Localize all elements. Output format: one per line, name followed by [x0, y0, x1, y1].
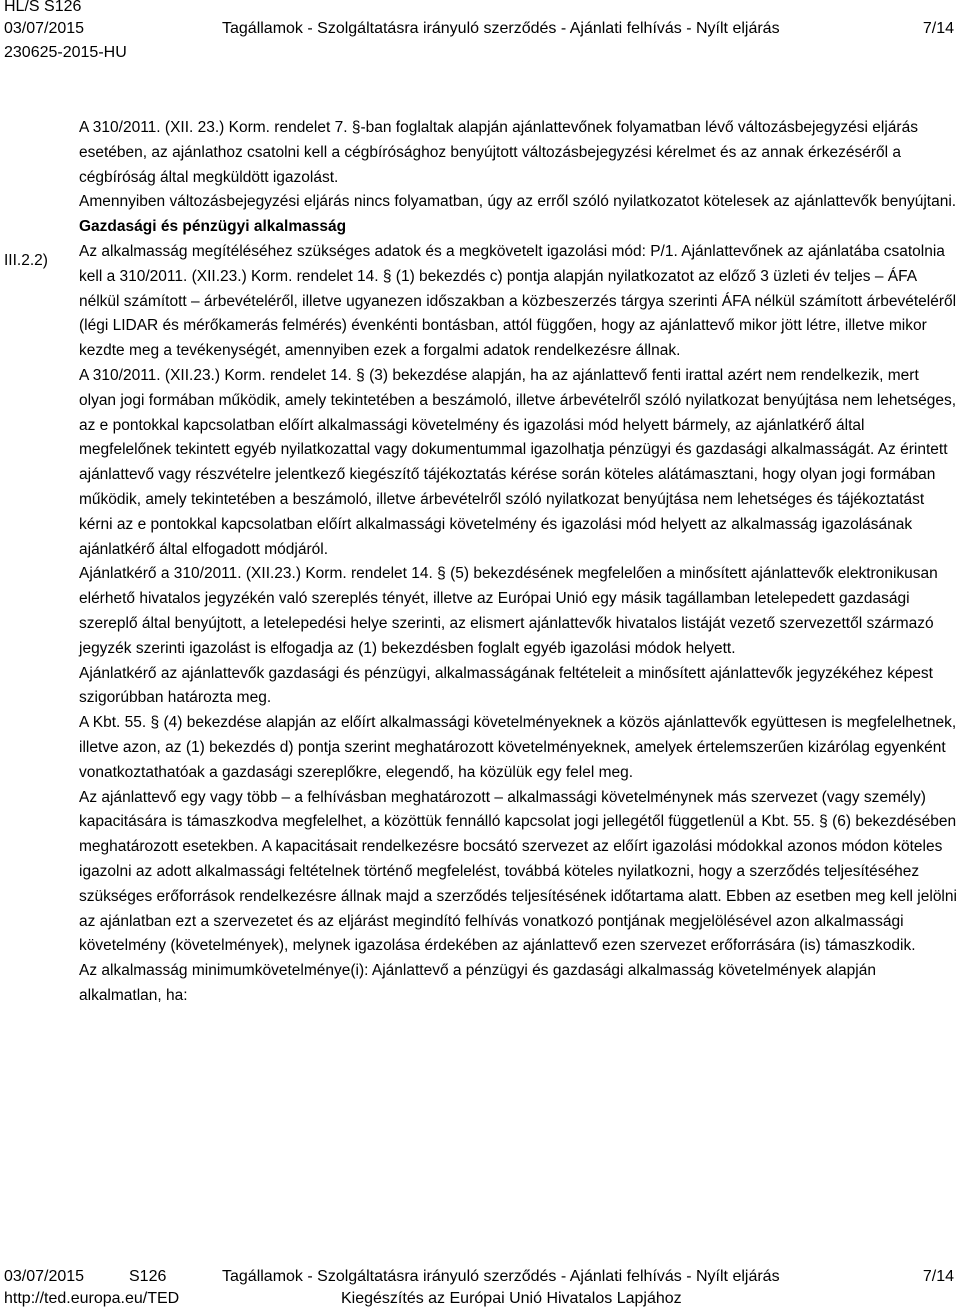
header-page-number: 7/14 [922, 20, 954, 37]
intro-paragraph: A 310/2011. (XII. 23.) Korm. rendelet 7. §-ban foglaltak alapján ajánlattevőnek folyamatban lévő változásbejegyzési eljárás esetében, az ajánlathoz csatolni kell a cégbírósághoz benyújtott változásbejegyzési kérelmet és az annak érkezéséről a cégbíróság által megküldött igazolást. [79, 119, 918, 186]
page-header [0, 0, 960, 72]
section-title: Gazdasági és pénzügyi alkalmasság [79, 218, 347, 236]
footer-date: 03/07/2015 [4, 1268, 85, 1285]
doc-id: HL/S S126 [4, 0, 82, 15]
body-paragraph: Ajánlatkérő az ajánlattevők gazdasági és pénzügyi, alkalmasságának feltételeit a minősített ajánlattevők jegyzékéhez képest szigorúbban határozta meg. [79, 664, 933, 707]
body-paragraph: Ajánlatkérő a 310/2011. (XII.23.) Korm. rendelet 14. § (5) bekezdésének megfelelően a minősített ajánlattevők elektronikusan elérhető hivatalos jegyzékén való szereplés tényét, illetve az Európai Unió egy másik tagállamban letelepedett gazdasági szereplő által benyújtott, a letelepedési helye szerinti, az elismert ajánlattevők hivatalos listáját vezető szervezettől származó jegyzék szerinti igazolást is elfogadja az (1) bekezdésben foglalt egyéb igazolási módok helyett. [79, 565, 938, 657]
intro-paragraph: Amennyiben változásbejegyzési eljárás nincs folyamatban, úgy az erről szóló nyilatkozatot kötelesek az ajánlattevők benyújtani. [79, 193, 957, 211]
document-body [79, 116, 959, 1009]
footer-title: Tagállamok - Szolgáltatásra irányuló szerződés - Ajánlati felhívás - Nyílt eljárás [222, 1268, 780, 1285]
section-number: III.2.2) [4, 252, 48, 269]
body-paragraph: Az ajánlattevő egy vagy több – a felhívásban meghatározott – alkalmassági követelménynek más szervezet (vagy személy) kapacitására is támaszkodva megfelelhet, a közöttük fennálló kapcsolat jogi jellegétől függetlenül a Kbt. 55. § (6) bekezdésében meghatározott esetekben. A kapacitásait rendelkezésre bocsátó szervezet az előírt igazolási módokkal azonos módon köteles igazolni az adott alkalmassági feltételnek történő megfelelést, továbbá köteles nyilatkozni, hogy a szerződés teljesítéséhez szükséges erőforrások rendelkezésre állnak majd a szerződés teljesítésének időtartama alatt. Ebben az esetben meg kell jelölni az ajánlatban ezt a szervezetet és az eljárást megindító felhívás vonatkozó pontjának megjelölésével azon alkalmassági követelmény (követelmények), melynek igazolása érdekében az ajánlattevő ezen szervezet erőforrására (is) támaszkodik. [79, 788, 957, 955]
body-paragraph: Az alkalmasság minimumkövetelménye(i): Ajánlattevő a pénzügyi és gazdasági alkalmasság követelmények alapján alkalmatlan, ha: [79, 962, 876, 1004]
header-ref: 230625-2015-HU [4, 44, 127, 61]
footer-series: S126 [129, 1268, 167, 1285]
footer-supplement: Kiegészítés az Európai Unió Hivatalos Lapjához [341, 1290, 682, 1307]
body-paragraph: Az alkalmasság megítéléséhez szükséges adatok és a megkövetelt igazolási mód: P/1. Ajánlattevőnek az ajánlatába csatolnia kell a 310/2011. (XII.23.) Korm. rendelet 14. § (1) bekezdés c) pontja alapján nyilatkozatot az előző 3 üzleti év teljes – ÁFA nélkül számított – árbevételéről, illetve ugyanezen időszakban a közbeszerzés tárgya szerinti ÁFA nélkül számított árbevételéről (légi LIDAR és mérőkamerás felmérés) évenkénti bontásban, attól függően, hogy az ajánlattevő mikor jött létre, illetve mikor kezdte meg a tevékenységét, amennyiben ezek a forgalmi adatok rendelkezésre állnak. [79, 242, 957, 360]
header-date: 03/07/2015 [4, 20, 85, 37]
footer-url: http://ted.europa.eu/TED [4, 1290, 180, 1307]
body-paragraph: A Kbt. 55. § (4) bekezdése alapján az előírt alkalmassági követelményeknek a közös ajánlattevők együttesen is megfelelhetnek, illetve azon, az (1) bekezdés d) pontja szerint meghatározott követelményeknek, amelyek értelemszerűen kizárólag egyenként vonatkoztathatóak a gazdasági szereplőkre, elegendő, ha közülük egy felel meg. [79, 714, 957, 781]
header-title: Tagállamok - Szolgáltatásra irányuló szerződés - Ajánlati felhívás - Nyílt eljárás [222, 20, 780, 37]
footer-page-number: 7/14 [922, 1268, 954, 1285]
page-footer [0, 1262, 960, 1311]
body-paragraph: A 310/2011. (XII.23.) Korm. rendelet 14. § (3) bekezdése alapján, ha az ajánlattevő fenti irattal azért nem rendelkezik, mert olyan jogi formában működik, amely tekintetében a beszámoló, illetve árbevételről szóló nyilatkozat benyújtása nem lehetséges, az e pontokkal kapcsolatban előírt alkalmassági követelmény és igazolási mód helyett bármely, az ajánlatkérő által megfelelőnek tekintett egyéb nyilatkozattal vagy dokumentummal igazolhatja pénzügyi és gazdasági alkalmasságát. Az érintett ajánlattevő vagy részvételre jelentkező kiegészítő tájékoztatás kérése során köteles alátámasztani, hogy olyan jogi formában működik, amely tekintetében a beszámoló, illetve árbevételről szóló nyilatkozat benyújtása nem lehetséges és tájékoztatást kérni az e pontokkal kapcsolatban előírt alkalmassági követelmény és igazolási mód helyett az alkalmasság igazolásának ajánlatkérő által elfogadott módjáról. [79, 366, 957, 558]
